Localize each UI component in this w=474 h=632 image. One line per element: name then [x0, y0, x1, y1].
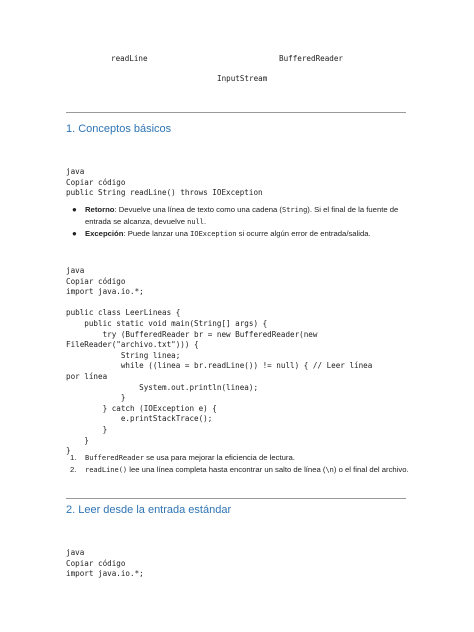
inline-code: \n	[325, 466, 334, 474]
divider-2	[66, 498, 406, 499]
list-number: 1.	[70, 453, 77, 462]
numbered-item-2	[66, 464, 411, 476]
term-readline: readLine	[111, 54, 148, 63]
bullet-text: : Puede lanzar una	[123, 229, 191, 238]
code-line: while ((linea = br.readLine()) != null) { // Leer línea	[66, 361, 373, 371]
code-line: public static void main(String[] args) {	[66, 318, 268, 328]
code-line: }	[66, 424, 108, 434]
bullet-list	[66, 204, 411, 240]
code-line: String linea;	[66, 350, 181, 360]
section-heading-2: 2. Leer desde la entrada estándar	[66, 504, 232, 516]
term-bufferedreader: BufferedReader	[279, 54, 344, 63]
inline-code: String	[282, 206, 308, 214]
inline-code: IOException	[190, 230, 237, 238]
inline-code: readLine()	[85, 466, 128, 474]
numbered-list	[66, 452, 411, 476]
code-line: }	[66, 435, 89, 445]
bullet-text: .	[204, 217, 207, 226]
code-line: java	[66, 266, 85, 275]
code-line: FileReader("archivo.txt"))) {	[66, 340, 199, 350]
bullet-dot-icon: ●	[72, 229, 77, 238]
code-line: por línea	[66, 371, 108, 381]
code-line: Copiar código	[66, 558, 126, 568]
bullet-dot-icon: ●	[72, 205, 77, 214]
bullet-text: ). Si el final de la fuente de entrada se alcanza, devuelve	[85, 205, 399, 226]
bullet-text: : Devuelve una línea de texto como una cadena (	[114, 205, 282, 214]
code-line: try (BufferedReader br = new BufferedReader(new	[66, 329, 318, 339]
code-line: java	[66, 167, 85, 176]
list-number: 2.	[70, 465, 77, 474]
list-text: se usa para mejorar la eficiencia de lectura.	[144, 453, 295, 462]
code-line: }	[66, 446, 71, 456]
code-line: Copiar código	[66, 276, 126, 286]
example-code-block	[66, 266, 372, 457]
code-line: import java.io.*;	[66, 287, 144, 297]
term-inputstream: InputStream	[217, 74, 268, 83]
code-line: }	[66, 393, 126, 403]
bullet-item-retorno	[66, 204, 411, 228]
signature-code-block	[66, 167, 263, 199]
inline-code: null	[187, 218, 205, 226]
code-line: public class LeerLineas {	[66, 308, 181, 318]
divider-1	[66, 112, 406, 113]
code-line: } catch (IOException e) {	[66, 403, 217, 413]
section-heading-1: 1. Conceptos básicos	[66, 123, 172, 135]
code-line: public String readLine() throws IOException	[66, 188, 263, 198]
numbered-item-1	[66, 452, 411, 464]
stdin-code-block	[66, 548, 144, 580]
code-line: import java.io.*;	[66, 569, 144, 579]
code-line: Copiar código	[66, 177, 126, 187]
list-text: lee una línea completa hasta encontrar un salto de línea (	[127, 465, 326, 474]
list-text: ) o el final del archivo.	[333, 465, 409, 474]
bullet-label: Retorno	[85, 205, 115, 214]
code-line: e.printStackTrace();	[66, 414, 213, 424]
code-line: System.out.println(linea);	[66, 382, 259, 392]
code-line: java	[66, 548, 85, 557]
bullet-label: Excepción	[85, 229, 124, 238]
bullet-item-excepcion	[66, 228, 411, 240]
inline-code: BufferedReader	[85, 454, 145, 462]
code-line	[66, 298, 372, 309]
bullet-text: si ocurre algún error de entrada/salida.	[236, 229, 371, 238]
